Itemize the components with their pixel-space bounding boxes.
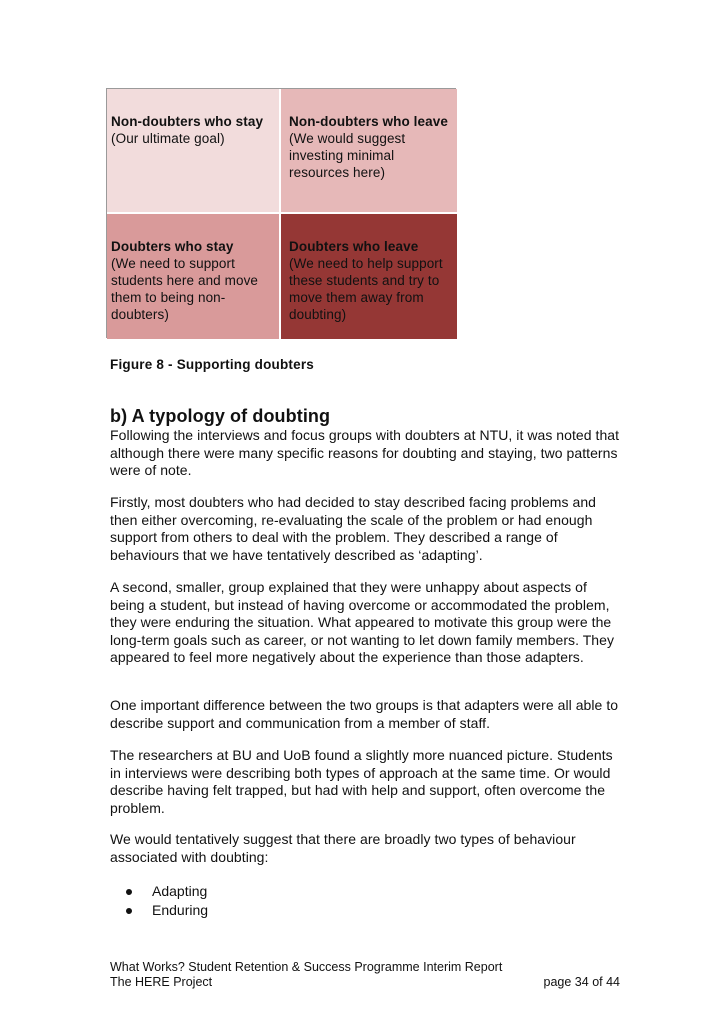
quadrant-non-doubters-leave (281, 89, 457, 214)
bullet-icon (126, 908, 132, 914)
figure-caption: Figure 8 - Supporting doubters (110, 357, 314, 372)
quadrant-non-doubters-stay (107, 89, 281, 214)
paragraph: We would tentatively suggest that there are broadly two types of behaviour associated with doubting: (110, 831, 576, 865)
behaviour-list (126, 882, 208, 920)
quadrant-title: Doubters who stay (111, 239, 234, 254)
list-item-label: Adapting (152, 883, 208, 899)
quadrant-title: Doubters who leave (289, 239, 419, 254)
quadrant-doubters-stay (107, 214, 281, 339)
doubters-quadrant-figure (106, 88, 456, 338)
section-heading: b) A typology of doubting (110, 406, 331, 426)
page-footer (110, 960, 620, 990)
paragraph: A second, smaller, group explained that they were unhappy about aspects of being a student, but instead of having overcome or accommodated the problem, they were enduring the situation. What appeared to motivate this group were the long-term goals such as career, or not wanting to let down family members. They appeared to feel more negatively about the experience than those adapters. (110, 579, 615, 665)
footer-report-title: What Works? Student Retention & Success Programme Interim Report (110, 960, 503, 974)
list-item (126, 901, 208, 920)
page-number: page 34 of 44 (543, 975, 620, 989)
paragraph: The researchers at BU and UoB found a slightly more nuanced picture. Students in interviews were describing both types of approach at the same time. Or would describe having felt trapped, but had with help and support, often overcome the problem. (110, 747, 613, 816)
paragraph: Firstly, most doubters who had decided to stay described facing problems and then either overcoming, re-evaluating the scale of the problem or had enough support from others to deal with the problem. They described a range of behaviours that we have tentatively described as ‘adapting’. (110, 494, 597, 563)
bullet-icon (126, 889, 132, 895)
list-item (126, 882, 208, 901)
paragraph: One important difference between the two groups is that adapters were all able to describe support and communication from a member of staff. (110, 697, 619, 731)
list-item-label: Enduring (152, 902, 209, 918)
quadrant-title: Non-doubters who stay (111, 114, 264, 129)
quadrant-doubters-leave (281, 214, 457, 339)
paragraph: Following the interviews and focus groups with doubters at NTU, it was noted that although there were many specific reasons for doubting and staying, two patterns were of note. (110, 427, 620, 478)
quadrant-title: Non-doubters who leave (289, 114, 448, 129)
quadrant-note: (We need to help support these students and try to move them away from doubting) (289, 256, 443, 322)
quadrant-note: (Our ultimate goal) (111, 131, 225, 146)
quadrant-note: (We would suggest investing minimal resources here) (289, 131, 406, 180)
quadrant-note: (We need to support students here and move them to being non-doubters) (111, 256, 259, 322)
footer-project-name: The HERE Project (110, 975, 213, 989)
